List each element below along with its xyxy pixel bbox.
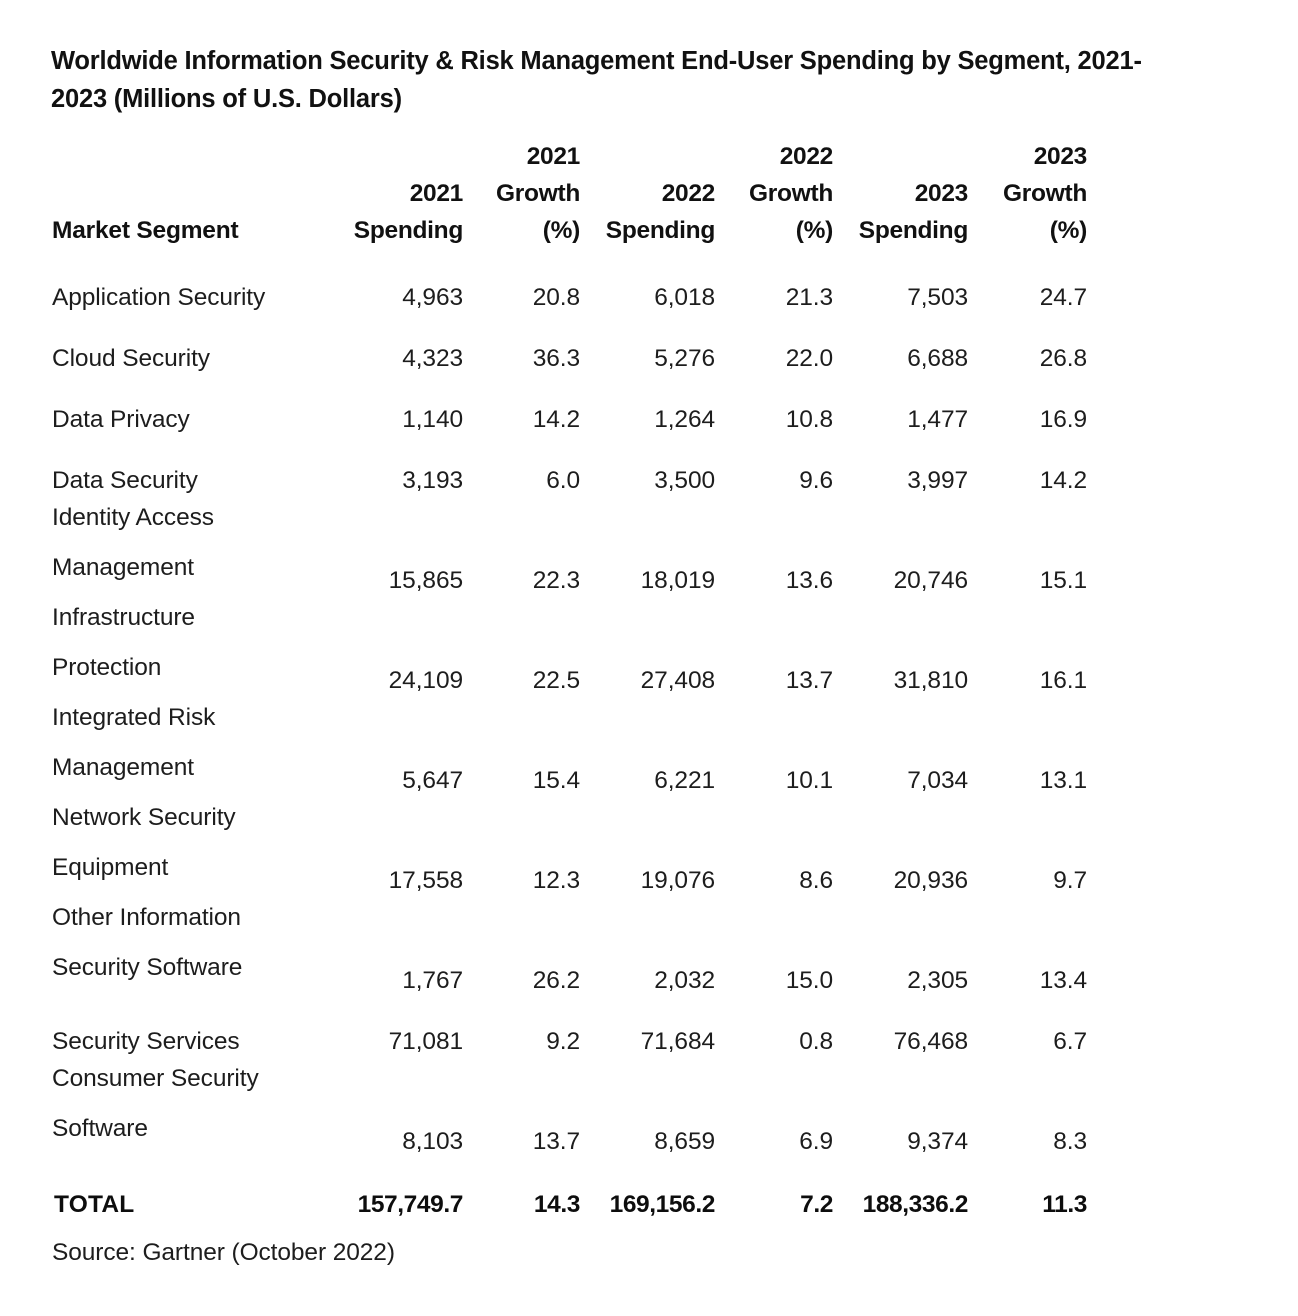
spending-table <box>52 138 1087 1217</box>
cell-2022-growth: 10.1 <box>785 766 833 794</box>
cell-2021-growth: 9.2 <box>546 1027 580 1055</box>
cell-2021-spending: 17,558 <box>388 866 463 894</box>
row-segment-label <box>52 893 332 993</box>
cell-2022-spending: 8,659 <box>654 1127 715 1155</box>
table-row <box>52 493 1087 593</box>
cell-2022-spending: 71,684 <box>640 1027 715 1055</box>
total-2023-growth: 11.3 <box>1042 1190 1087 1218</box>
column-header-top-line: 2023 <box>1033 143 1087 170</box>
cell-2021-growth: 26.2 <box>532 966 580 994</box>
row-segment-label-line-1: Network Security <box>52 804 236 831</box>
cell-2021-spending: 1,767 <box>402 966 463 994</box>
row-segment-label <box>52 593 332 693</box>
column-header-bot-line: (%) <box>1049 217 1087 244</box>
column-header-mid-line: 2023 <box>914 180 968 207</box>
cell-2022-growth: 10.8 <box>785 405 833 433</box>
cell-2022-growth: 21.3 <box>785 283 833 311</box>
row-segment-label: Application Security <box>52 283 266 311</box>
cell-2021-spending: 5,647 <box>402 766 463 794</box>
cell-2023-growth: 9.7 <box>1053 866 1087 894</box>
row-segment-label-line-1: Consumer Security <box>52 1065 259 1092</box>
column-header-bot-line: Spending <box>858 217 968 244</box>
column-header-mid-line: Growth <box>1003 180 1087 207</box>
cell-2023-spending: 20,746 <box>893 566 968 594</box>
table-row <box>52 432 1087 493</box>
cell-2023-spending: 1,477 <box>907 405 968 433</box>
cell-2022-growth: 22.0 <box>785 344 833 372</box>
cell-2022-spending: 1,264 <box>654 405 715 433</box>
column-header-2021-growth <box>463 138 580 249</box>
cell-2022-growth: 13.7 <box>785 666 833 694</box>
cell-2023-spending: 31,810 <box>893 666 968 694</box>
cell-2022-spending: 2,032 <box>654 966 715 994</box>
table-total-row <box>52 1154 1087 1217</box>
cell-2023-growth: 16.9 <box>1039 405 1087 433</box>
table-row <box>52 793 1087 893</box>
cell-2021-growth: 14.2 <box>532 405 580 433</box>
cell-2023-spending: 20,936 <box>893 866 968 894</box>
cell-2022-spending: 19,076 <box>640 866 715 894</box>
table-header-row <box>52 138 1087 249</box>
cell-2021-growth: 36.3 <box>532 344 580 372</box>
cell-2023-growth: 6.7 <box>1053 1027 1087 1055</box>
column-header-top-line: 2021 <box>526 143 580 170</box>
row-segment-label-line-2: Software <box>52 1115 148 1142</box>
cell-2022-growth: 9.6 <box>799 466 833 494</box>
table-row <box>52 249 1087 310</box>
row-segment-label <box>52 793 332 893</box>
row-segment-label: Security Services <box>52 1027 240 1055</box>
column-header-2022-spending <box>580 138 715 249</box>
cell-2023-spending: 7,034 <box>907 766 968 794</box>
row-segment-label-line-2: Protection <box>52 654 162 681</box>
cell-2022-spending: 6,221 <box>654 766 715 794</box>
total-2021-spending: 157,749.7 <box>357 1190 463 1218</box>
row-segment-label: Data Privacy <box>52 405 190 433</box>
cell-2021-growth: 6.0 <box>546 466 580 494</box>
page-title-line-2: 2023 (Millions of U.S. Dollars) <box>51 85 402 113</box>
cell-2023-spending: 2,305 <box>907 966 968 994</box>
cell-2021-spending: 3,193 <box>402 466 463 494</box>
column-header-market-segment <box>52 138 332 249</box>
cell-2021-spending: 1,140 <box>402 405 463 433</box>
cell-2022-spending: 27,408 <box>640 666 715 694</box>
row-segment-label: Cloud Security <box>52 344 210 372</box>
column-header-bot-line: Market Segment <box>52 217 239 244</box>
total-2022-growth: 7.2 <box>800 1190 833 1218</box>
cell-2021-spending: 24,109 <box>388 666 463 694</box>
column-header-2023-spending <box>833 138 968 249</box>
column-header-mid-line: 2022 <box>661 180 715 207</box>
cell-2023-spending: 7,503 <box>907 283 968 311</box>
cell-2023-growth: 8.3 <box>1053 1127 1087 1155</box>
row-segment-label-line-1: Other Information <box>52 904 241 931</box>
page-title-line-1: Worldwide Information Security & Risk Management End-User Spending by Segment, 2021- <box>51 47 1142 75</box>
table-body <box>52 249 1087 1217</box>
cell-2021-spending: 15,865 <box>388 566 463 594</box>
cell-2023-growth: 26.8 <box>1039 344 1087 372</box>
row-segment-label-line-2: Security Software <box>52 954 243 981</box>
table-row <box>52 310 1087 371</box>
cell-2022-growth: 13.6 <box>785 566 833 594</box>
cell-2021-growth: 12.3 <box>532 866 580 894</box>
cell-2021-spending: 4,323 <box>402 344 463 372</box>
column-header-bot-line: (%) <box>795 217 833 244</box>
cell-2023-spending: 9,374 <box>907 1127 968 1155</box>
cell-2021-growth: 13.7 <box>532 1127 580 1155</box>
total-2021-growth: 14.3 <box>533 1190 580 1218</box>
cell-2022-spending: 18,019 <box>640 566 715 594</box>
table-row <box>52 993 1087 1054</box>
table-row <box>52 893 1087 993</box>
cell-2021-growth: 20.8 <box>532 283 580 311</box>
total-label: TOTAL <box>54 1190 135 1218</box>
column-header-2022-growth <box>715 138 833 249</box>
cell-2022-growth: 0.8 <box>799 1027 833 1055</box>
column-header-top-line: 2022 <box>779 143 833 170</box>
row-segment-label <box>52 693 332 793</box>
cell-2023-growth: 15.1 <box>1039 566 1087 594</box>
cell-2023-spending: 76,468 <box>893 1027 968 1055</box>
cell-2021-growth: 15.4 <box>532 766 580 794</box>
column-header-bot-line: Spending <box>353 217 463 244</box>
row-segment-label <box>52 493 332 593</box>
column-header-bot-line: (%) <box>542 217 580 244</box>
row-segment-label-line-2: Management <box>52 554 195 581</box>
column-header-bot-line: Spending <box>605 217 715 244</box>
cell-2022-growth: 6.9 <box>799 1127 833 1155</box>
table-row <box>52 1054 1087 1154</box>
cell-2021-spending: 71,081 <box>388 1027 463 1055</box>
cell-2023-spending: 6,688 <box>907 344 968 372</box>
source-note: Source: Gartner (October 2022) <box>52 1239 395 1266</box>
table-row <box>52 593 1087 693</box>
cell-2022-spending: 6,018 <box>654 283 715 311</box>
cell-2021-growth: 22.3 <box>532 566 580 594</box>
cell-2022-growth: 8.6 <box>799 866 833 894</box>
column-header-2023-growth <box>968 138 1087 249</box>
row-segment-label-line-1: Identity Access <box>52 504 214 531</box>
cell-2023-growth: 24.7 <box>1039 283 1087 311</box>
total-2023-spending: 188,336.2 <box>862 1190 968 1218</box>
row-segment-label-line-2: Management <box>52 754 195 781</box>
row-segment-label-line-1: Infrastructure <box>52 604 195 631</box>
cell-2021-spending: 4,963 <box>402 283 463 311</box>
row-segment-label <box>52 1054 332 1154</box>
table-header <box>52 138 1087 249</box>
cell-2023-growth: 13.1 <box>1039 766 1087 794</box>
cell-2022-growth: 15.0 <box>785 966 833 994</box>
cell-2023-growth: 13.4 <box>1039 966 1087 994</box>
cell-2022-spending: 3,500 <box>654 466 715 494</box>
column-header-2021-spending <box>332 138 463 249</box>
column-header-mid-line: Growth <box>749 180 833 207</box>
row-segment-label-line-2: Equipment <box>52 854 169 881</box>
cell-2023-growth: 16.1 <box>1039 666 1087 694</box>
total-2022-spending: 169,156.2 <box>609 1190 715 1218</box>
column-header-mid-line: 2021 <box>409 180 463 207</box>
page-title <box>51 42 1276 118</box>
row-segment-label-line-1: Integrated Risk <box>52 704 216 731</box>
cell-2021-growth: 22.5 <box>532 666 580 694</box>
table-row <box>52 371 1087 432</box>
row-segment-label: Data Security <box>52 466 198 494</box>
cell-2022-spending: 5,276 <box>654 344 715 372</box>
cell-2021-spending: 8,103 <box>402 1127 463 1155</box>
table-row <box>52 693 1087 793</box>
cell-2023-growth: 14.2 <box>1039 466 1087 494</box>
cell-2023-spending: 3,997 <box>907 466 968 494</box>
column-header-mid-line: Growth <box>496 180 580 207</box>
